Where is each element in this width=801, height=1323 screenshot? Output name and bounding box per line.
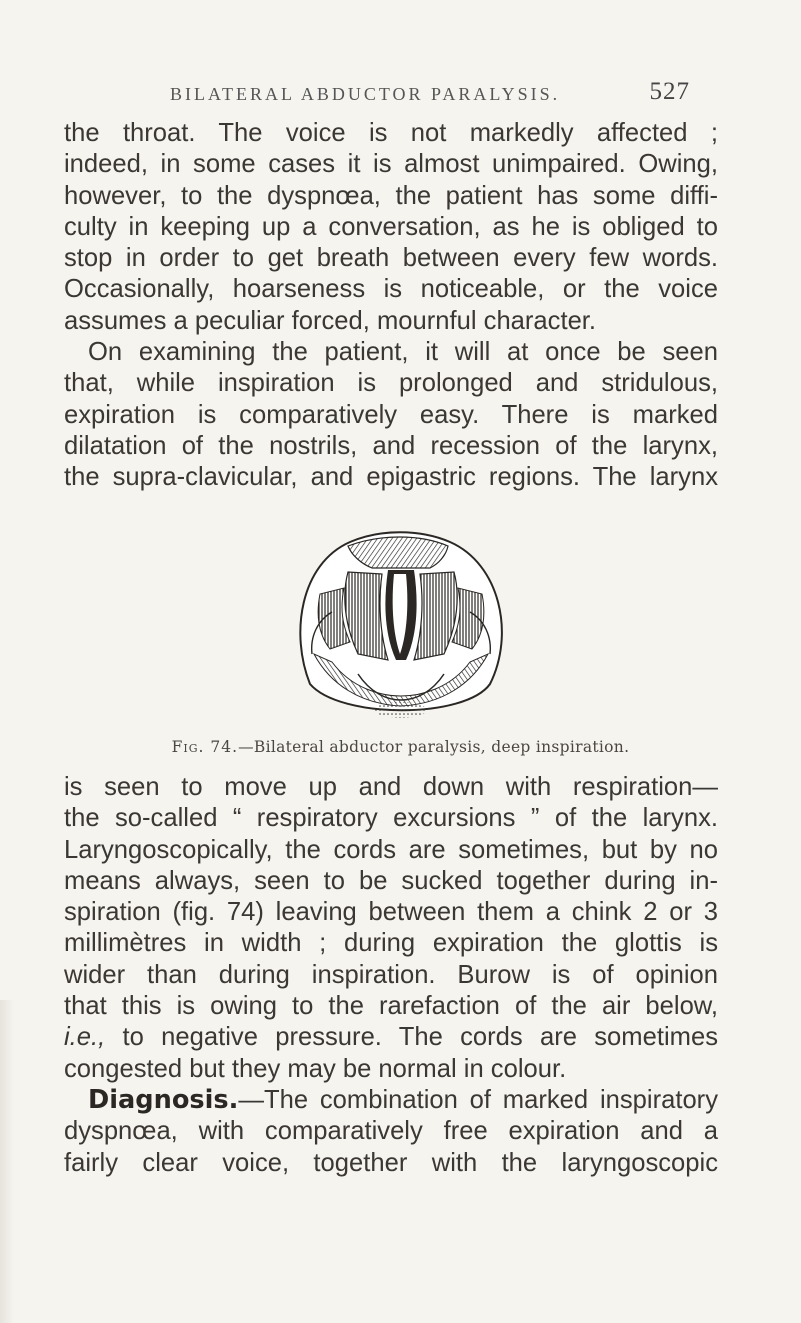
larynx-illustration [270, 524, 532, 724]
text-line: On examining the patient, it will at once be seen [88, 338, 718, 366]
figure-caption [0, 738, 801, 756]
figure-label: Fig. 74. [171, 738, 239, 756]
running-title: BILATERAL ABDUCTOR PARALYSIS. [170, 84, 561, 104]
text-line: congested but they may be normal in colour. [64, 1054, 567, 1083]
paragraph-examination [64, 337, 718, 493]
text-line: Laryngoscopically, the cords are sometimes, but by no [64, 835, 718, 864]
paragraph-diagnosis [64, 1085, 718, 1179]
paragraph-laryngoscopy [64, 772, 718, 1085]
section-heading-diagnosis: Diagnosis. [88, 1085, 239, 1115]
text-line [64, 1022, 718, 1053]
text-line: the so-called “ respiratory excursions ” of the larynx. [64, 804, 718, 833]
page-number: 527 [649, 78, 690, 105]
text-line: dyspnœa, with comparatively free expiration and a [64, 1117, 718, 1146]
page-edge-shadow [0, 1000, 14, 1323]
larynx-engraving [270, 524, 532, 724]
text-line: expiration is comparatively easy. There is marked [64, 400, 718, 429]
text-fragment: to negative pressure. The cords are sometimes [105, 1023, 718, 1052]
text-line: the supra-clavicular, and epigastric regions. The larynx [64, 463, 718, 492]
text-line: fairly clear voice, together with the laryngoscopic [64, 1148, 718, 1177]
text-line: Occasionally, hoarseness is noticeable, or the voice [64, 275, 718, 304]
figure-caption-text: —Bilateral abductor paralysis, deep inspiration. [238, 738, 630, 756]
text-line: wider than during inspiration. Burow is of opinion [64, 960, 718, 989]
text-line: stop in order to get breath between every few words. [64, 244, 718, 273]
ie-abbreviation: i.e., [64, 1023, 106, 1052]
text-line: assumes a peculiar forced, mournful character. [64, 306, 597, 335]
text-line: dilatation of the nostrils, and recession of the larynx, [64, 431, 718, 460]
text-line: millimètres in width ; during expiration the glottis is [64, 929, 718, 958]
text-line: culty in keeping up a conversation, as he is obliged to [64, 212, 718, 241]
text-line: means always, seen to be sucked together during in- [64, 866, 718, 895]
text-line: that, while inspiration is prolonged and stridulous, [64, 369, 718, 398]
paragraph-voice [64, 118, 718, 337]
text-line: indeed, in some cases it is almost unimpaired. Owing, [64, 150, 718, 179]
text-line: that this is owing to the rarefaction of the air below, [64, 992, 718, 1021]
text-fragment: —The combination of marked inspiratory [238, 1086, 718, 1114]
text-line: the throat. The voice is not markedly affected ; [64, 119, 718, 147]
text-line: however, to the dyspnœa, the patient has some diffi- [64, 181, 718, 210]
text-line: is seen to move up and down with respiration— [64, 773, 718, 801]
text-line: spiration (fig. 74) leaving between them a chink 2 or 3 [64, 898, 718, 927]
running-header [170, 78, 690, 105]
text-line [64, 1085, 718, 1116]
